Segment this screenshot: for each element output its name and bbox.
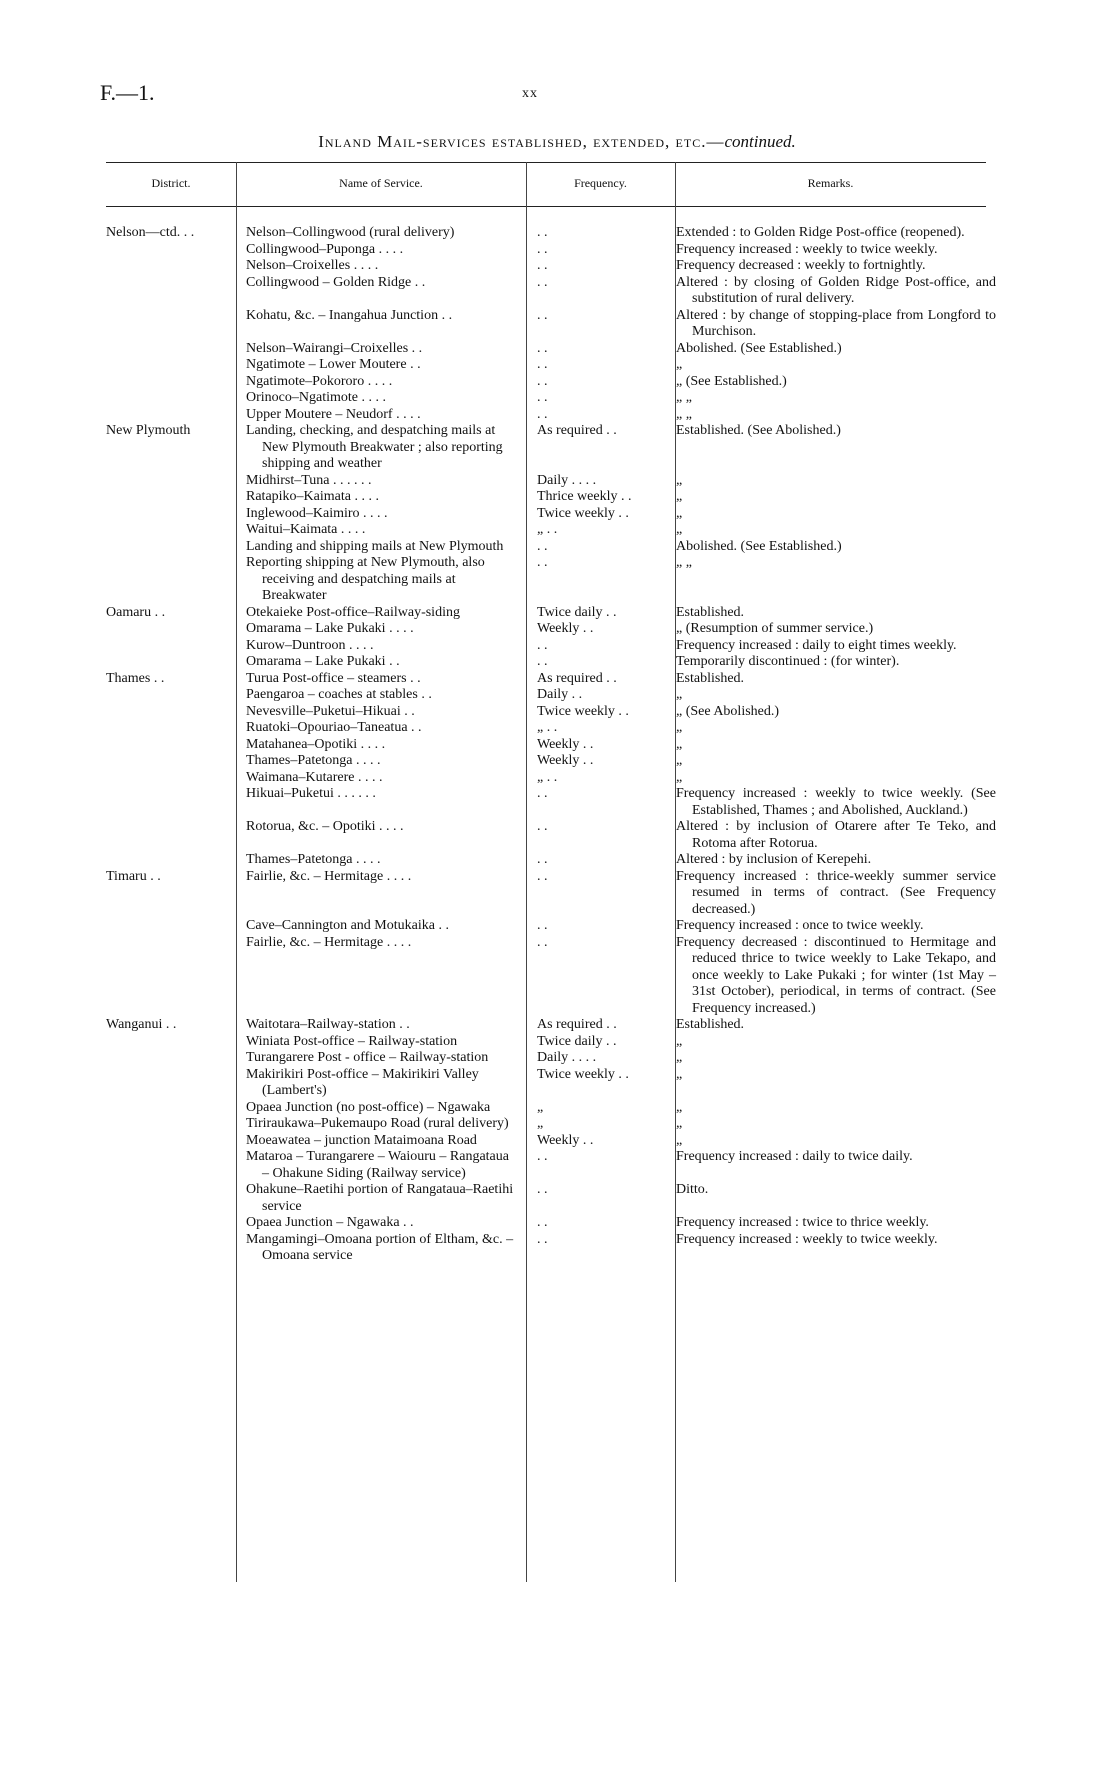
- table-row: [0, 1116, 1114, 1133]
- cell-service: Waitui–Kaimata . . . .: [246, 522, 366, 537]
- cell-district: [0, 242, 246, 259]
- cell-district: [0, 258, 246, 275]
- page-reference: F.—1.: [100, 80, 155, 105]
- cell-remarks: „: [676, 753, 683, 768]
- column-header-service: Name of Service.: [339, 176, 423, 190]
- cell-frequency: . .: [537, 373, 548, 389]
- cell-remarks: Established. (See Abolished.): [676, 423, 841, 438]
- table-row: [0, 423, 1114, 473]
- cell-frequency: „: [537, 1099, 544, 1115]
- table-row: [0, 1100, 1114, 1117]
- cell-frequency: . .: [537, 819, 548, 834]
- table-title-main: Inland Mail-services established, extended, etc.—: [318, 132, 725, 151]
- table-row: [0, 753, 1114, 770]
- table-row: [0, 242, 1114, 259]
- cell-service: Omarama – Lake Pukaki . .: [246, 654, 400, 669]
- cell-frequency: . .: [537, 225, 548, 240]
- cell-district: [0, 1034, 246, 1051]
- cell-frequency: „ . .: [537, 522, 558, 537]
- table-row: [0, 473, 1114, 490]
- table-row: [0, 605, 1114, 622]
- cell-service: Opaea Junction – Ngawaka . .: [246, 1215, 414, 1230]
- cell-district: [0, 819, 246, 852]
- cell-service: Mataroa – Turangarere – Waiouru – Rangataua – Ohakune Siding (Railway service): [246, 1149, 509, 1181]
- cell-service: Landing and shipping mails at New Plymouth: [246, 538, 504, 554]
- cell-frequency: Weekly . .: [537, 753, 594, 768]
- cell-service: Nelson–Collingwood (rural delivery): [246, 225, 455, 240]
- cell-frequency: . .: [537, 868, 548, 884]
- cell-frequency: Twice daily . .: [537, 1033, 617, 1049]
- cell-frequency: . .: [537, 274, 548, 290]
- cell-district: [0, 522, 246, 539]
- table-row: [0, 1034, 1114, 1051]
- cell-frequency: . .: [537, 241, 548, 257]
- table-row: [0, 539, 1114, 556]
- table-row: [0, 621, 1114, 638]
- table-row: [0, 489, 1114, 506]
- cell-frequency: . .: [537, 406, 548, 422]
- cell-remarks: Altered : by inclusion of Kerepehi.: [676, 852, 872, 867]
- cell-district: [0, 852, 246, 869]
- table-row: [0, 654, 1114, 671]
- column-header-district: District.: [151, 176, 191, 190]
- cell-remarks: Altered : by closing of Golden Ridge Post-office, and substitution of rural delivery.: [676, 274, 996, 306]
- cell-district: [0, 1100, 246, 1117]
- cell-remarks: „: [676, 1099, 683, 1115]
- table-row: [0, 506, 1114, 523]
- table-row: [0, 935, 1114, 1018]
- cell-district: [0, 308, 246, 341]
- column-header-frequency: Frequency.: [574, 176, 627, 190]
- cell-district: [0, 1215, 246, 1232]
- table-title-continued: continued.: [724, 132, 796, 151]
- cell-frequency: „ . .: [537, 769, 558, 785]
- cell-service: Ngatimote–Pokororo . . . .: [246, 373, 393, 389]
- table-row: [0, 720, 1114, 737]
- table-row: [0, 374, 1114, 391]
- cell-district: [0, 621, 246, 638]
- cell-district: [0, 341, 246, 358]
- cell-district: [0, 737, 246, 754]
- cell-service: Cave–Cannington and Motukaika . .: [246, 918, 449, 933]
- table-row: [0, 1067, 1114, 1100]
- table-row: [0, 1133, 1114, 1150]
- cell-frequency: Twice daily . .: [537, 604, 617, 620]
- cell-service: Tiriraukawa–Pukemaupo Road (rural delivery): [246, 1116, 509, 1131]
- cell-frequency: . .: [537, 340, 548, 356]
- cell-service: Fairlie, &c. – Hermitage . . . .: [246, 934, 412, 950]
- cell-service: Inglewood–Kaimiro . . . .: [246, 505, 388, 521]
- table-row: [0, 638, 1114, 655]
- table-row: [0, 1050, 1114, 1067]
- cell-remarks: „: [676, 505, 683, 521]
- cell-remarks: Frequency increased : once to twice weekly.: [676, 918, 924, 933]
- cell-remarks: „: [676, 769, 683, 785]
- cell-frequency: . .: [537, 258, 548, 273]
- cell-remarks: „: [676, 1132, 683, 1148]
- cell-remarks: „: [676, 1116, 683, 1131]
- cell-frequency: Daily . . . .: [537, 472, 597, 488]
- cell-remarks: Extended : to Golden Ridge Post-office (reopened).: [676, 225, 965, 240]
- cell-district: [0, 786, 246, 819]
- cell-district: [0, 1232, 246, 1265]
- cell-service: Collingwood – Golden Ridge . .: [246, 274, 426, 290]
- cell-service: Waimana–Kutarere . . . .: [246, 769, 383, 785]
- cell-remarks: „ „: [676, 555, 692, 570]
- cell-frequency: Weekly . .: [537, 736, 594, 752]
- cell-service: Moeawatea – junction Mataimoana Road: [246, 1132, 477, 1148]
- cell-district: [0, 704, 246, 721]
- cell-district: [0, 407, 246, 424]
- table-row: [0, 770, 1114, 787]
- cell-service: Turangarere Post - office – Railway-station: [246, 1050, 489, 1065]
- cell-district: [0, 539, 246, 556]
- table-row: [0, 918, 1114, 935]
- cell-frequency: . .: [537, 637, 548, 653]
- cell-district: [0, 1182, 246, 1215]
- table-row: [0, 852, 1114, 869]
- cell-service: Thames–Patetonga . . . .: [246, 753, 381, 768]
- cell-service: Orinoco–Ngatimote . . . .: [246, 390, 386, 405]
- table-row: [0, 1182, 1114, 1215]
- cell-service: Hikuai–Puketui . . . . . .: [246, 786, 376, 801]
- cell-service: Omarama – Lake Pukaki . . . .: [246, 621, 414, 636]
- cell-remarks: Abolished. (See Established.): [676, 538, 842, 554]
- cell-remarks: Frequency increased : daily to eight times weekly.: [676, 637, 957, 653]
- cell-district: [0, 753, 246, 770]
- table-row: [0, 1232, 1114, 1265]
- cell-service: Ngatimote – Lower Moutere . .: [246, 357, 421, 372]
- cell-service: Mangamingi–Omoana portion of Eltham, &c. – Omoana service: [246, 1231, 514, 1263]
- cell-district: [0, 720, 246, 737]
- cell-district: [0, 638, 246, 655]
- cell-service: Kurow–Duntroon . . . .: [246, 637, 374, 653]
- cell-service: Winiata Post-office – Railway-station: [246, 1033, 458, 1049]
- cell-service: Turua Post-office – steamers . .: [246, 670, 421, 686]
- header-top-rule: [106, 162, 986, 163]
- cell-service: Ratapiko–Kaimata . . . .: [246, 489, 379, 504]
- cell-frequency: As required . .: [537, 1017, 617, 1032]
- table-row: [0, 737, 1114, 754]
- cell-service: Nelson–Croixelles . . . .: [246, 258, 379, 273]
- cell-district: Nelson—ctd. . .: [106, 225, 195, 240]
- cell-remarks: „: [676, 1066, 683, 1082]
- cell-district: [0, 1133, 246, 1150]
- cell-frequency: . .: [537, 1231, 548, 1247]
- cell-remarks: Frequency increased : daily to twice daily.: [676, 1149, 913, 1164]
- table-row: [0, 341, 1114, 358]
- cell-district: [0, 390, 246, 407]
- cell-district: [0, 770, 246, 787]
- cell-remarks: Established.: [676, 670, 745, 686]
- table-row: [0, 357, 1114, 374]
- cell-frequency: Twice weekly . .: [537, 703, 629, 719]
- cell-district: [0, 506, 246, 523]
- cell-remarks: „: [676, 1050, 683, 1065]
- cell-district: [0, 489, 246, 506]
- cell-district: [0, 555, 246, 605]
- cell-service: Rotorua, &c. – Opotiki . . . .: [246, 819, 404, 834]
- cell-frequency: . .: [537, 1149, 548, 1164]
- cell-district: New Plymouth: [106, 423, 191, 438]
- cell-district: Thames . .: [106, 670, 165, 686]
- cell-frequency: Twice weekly . .: [537, 505, 629, 521]
- cell-district: [0, 1067, 246, 1100]
- cell-remarks: „: [676, 736, 683, 752]
- cell-remarks: „ (See Abolished.): [676, 703, 780, 719]
- column-header-remarks: Remarks.: [807, 176, 854, 190]
- cell-remarks: „: [676, 357, 683, 372]
- cell-district: [0, 357, 246, 374]
- cell-remarks: Frequency increased : twice to thrice weekly.: [676, 1215, 929, 1230]
- cell-remarks: „: [676, 1033, 683, 1049]
- cell-district: Wanganui . .: [106, 1017, 177, 1032]
- table-row: [0, 407, 1114, 424]
- cell-service: Nevesville–Puketui–Hikuai . .: [246, 703, 415, 719]
- cell-frequency: . .: [537, 1182, 548, 1197]
- cell-remarks: Frequency increased : thrice-weekly summer service resumed in terms of contract. (See Frequency decreased.): [676, 868, 996, 917]
- cell-frequency: . .: [537, 786, 548, 801]
- cell-remarks: Altered : by inclusion of Otarere after Te Teko, and Rotoma after Rotorua.: [676, 819, 996, 851]
- cell-remarks: „: [676, 522, 683, 537]
- cell-frequency: . .: [537, 934, 548, 950]
- cell-service: Opaea Junction (no post-office) – Ngawaka: [246, 1099, 491, 1115]
- cell-service: Nelson–Wairangi–Croixelles . .: [246, 340, 423, 356]
- cell-frequency: Weekly . .: [537, 1132, 594, 1148]
- cell-district: [0, 918, 246, 935]
- cell-district: [0, 654, 246, 671]
- cell-remarks: Established.: [676, 1017, 745, 1032]
- cell-service: Reporting shipping at New Plymouth, also receiving and despatching mails at Breakwater: [246, 555, 485, 603]
- cell-remarks: Frequency increased : weekly to twice weekly. (See Established, Thames ; and Abolished, Auckland.): [676, 786, 996, 818]
- cell-district: [0, 1116, 246, 1133]
- cell-remarks: „ „: [676, 390, 692, 405]
- cell-district: [0, 687, 246, 704]
- table-row: [0, 225, 1114, 242]
- cell-district: Oamaru . .: [106, 604, 166, 620]
- cell-remarks: „: [676, 489, 683, 504]
- cell-service: Makirikiri Post-office – Makirikiri Valley (Lambert's): [246, 1066, 479, 1098]
- cell-remarks: „: [676, 687, 683, 702]
- table-row: [0, 704, 1114, 721]
- page-number: xx: [522, 86, 538, 101]
- cell-service: Thames–Patetonga . . . .: [246, 852, 381, 867]
- cell-service: Midhirst–Tuna . . . . . .: [246, 472, 372, 488]
- cell-frequency: . .: [537, 852, 548, 867]
- cell-remarks: „: [676, 720, 683, 735]
- cell-service: Landing, checking, and despatching mails at New Plymouth Breakwater ; also reporting shipping and weather: [246, 423, 503, 471]
- cell-frequency: „ . .: [537, 720, 558, 735]
- table-row: [0, 275, 1114, 308]
- cell-frequency: As required . .: [537, 423, 617, 438]
- cell-frequency: „: [537, 1116, 544, 1131]
- table-row: [0, 390, 1114, 407]
- cell-service: Collingwood–Puponga . . . .: [246, 241, 404, 257]
- cell-remarks: Established.: [676, 604, 745, 620]
- table-row: [0, 671, 1114, 688]
- cell-district: Timaru . .: [106, 868, 161, 884]
- cell-remarks: Abolished. (See Established.): [676, 340, 842, 356]
- table-row: [0, 258, 1114, 275]
- cell-frequency: Twice weekly . .: [537, 1066, 629, 1082]
- cell-frequency: Weekly . .: [537, 621, 594, 636]
- table-row: [0, 819, 1114, 852]
- cell-district: [0, 1050, 246, 1067]
- cell-frequency: . .: [537, 390, 548, 405]
- cell-service: Ruatoki–Opouriao–Taneatua . .: [246, 720, 422, 735]
- cell-frequency: . .: [537, 307, 548, 323]
- table-row: [0, 687, 1114, 704]
- table-row: [0, 1215, 1114, 1232]
- cell-service: Kohatu, &c. – Inangahua Junction . .: [246, 307, 453, 323]
- cell-service: Fairlie, &c. – Hermitage . . . .: [246, 868, 412, 884]
- cell-district: [0, 374, 246, 391]
- cell-remarks: Frequency increased : weekly to twice weekly.: [676, 1231, 938, 1247]
- cell-frequency: Thrice weekly . .: [537, 489, 632, 504]
- table-row: [0, 869, 1114, 919]
- cell-remarks: Frequency decreased : weekly to fortnightly.: [676, 258, 926, 273]
- cell-service: Ohakune–Raetihi portion of Rangataua–Raetihi service: [246, 1182, 514, 1214]
- cell-remarks: „ (Resumption of summer service.): [676, 621, 874, 636]
- cell-district: [0, 935, 246, 1018]
- cell-service: Paengaroa – coaches at stables . .: [246, 687, 432, 702]
- cell-service: Otekaieke Post-office–Railway-siding: [246, 604, 460, 620]
- cell-district: [0, 275, 246, 308]
- table-row: [0, 1017, 1114, 1034]
- cell-frequency: . .: [537, 654, 548, 669]
- cell-remarks: „ (See Established.): [676, 373, 787, 389]
- table-row: [0, 308, 1114, 341]
- cell-remarks: „: [676, 472, 683, 488]
- cell-remarks: Frequency decreased : discontinued to Hermitage and reduced thrice to twice weekly to Lake Tekapo, and once weekly to Lake Pukaki ; for winter (1st May – 31st October), periodical, in terms of contract. (See Frequency increased.): [676, 934, 996, 1016]
- header-bottom-rule: [106, 206, 986, 207]
- cell-frequency: . .: [537, 918, 548, 933]
- table-row: [0, 555, 1114, 605]
- table-body: [0, 225, 1114, 1265]
- cell-district: [0, 473, 246, 490]
- cell-remarks: Altered : by change of stopping-place from Longford to Murchison.: [676, 307, 996, 339]
- cell-frequency: Daily . .: [537, 687, 583, 702]
- cell-frequency: . .: [537, 555, 548, 570]
- cell-frequency: Daily . . . .: [537, 1050, 597, 1065]
- cell-remarks: Ditto.: [676, 1182, 709, 1197]
- cell-remarks: Frequency increased : weekly to twice weekly.: [676, 241, 938, 257]
- cell-frequency: As required . .: [537, 670, 617, 686]
- cell-remarks: „ „: [676, 406, 692, 422]
- cell-frequency: . .: [537, 538, 548, 554]
- cell-district: [0, 1149, 246, 1182]
- cell-service: Waitotara–Railway-station . .: [246, 1017, 410, 1032]
- table-row: [0, 522, 1114, 539]
- cell-service: Upper Moutere – Neudorf . . . .: [246, 406, 421, 422]
- cell-frequency: . .: [537, 357, 548, 372]
- table-row: [0, 786, 1114, 819]
- cell-remarks: Temporarily discontinued : (for winter).: [676, 654, 900, 669]
- table-row: [0, 1149, 1114, 1182]
- cell-service: Matahanea–Opotiki . . . .: [246, 736, 386, 752]
- cell-frequency: . .: [537, 1215, 548, 1230]
- table-title: [0, 132, 1114, 152]
